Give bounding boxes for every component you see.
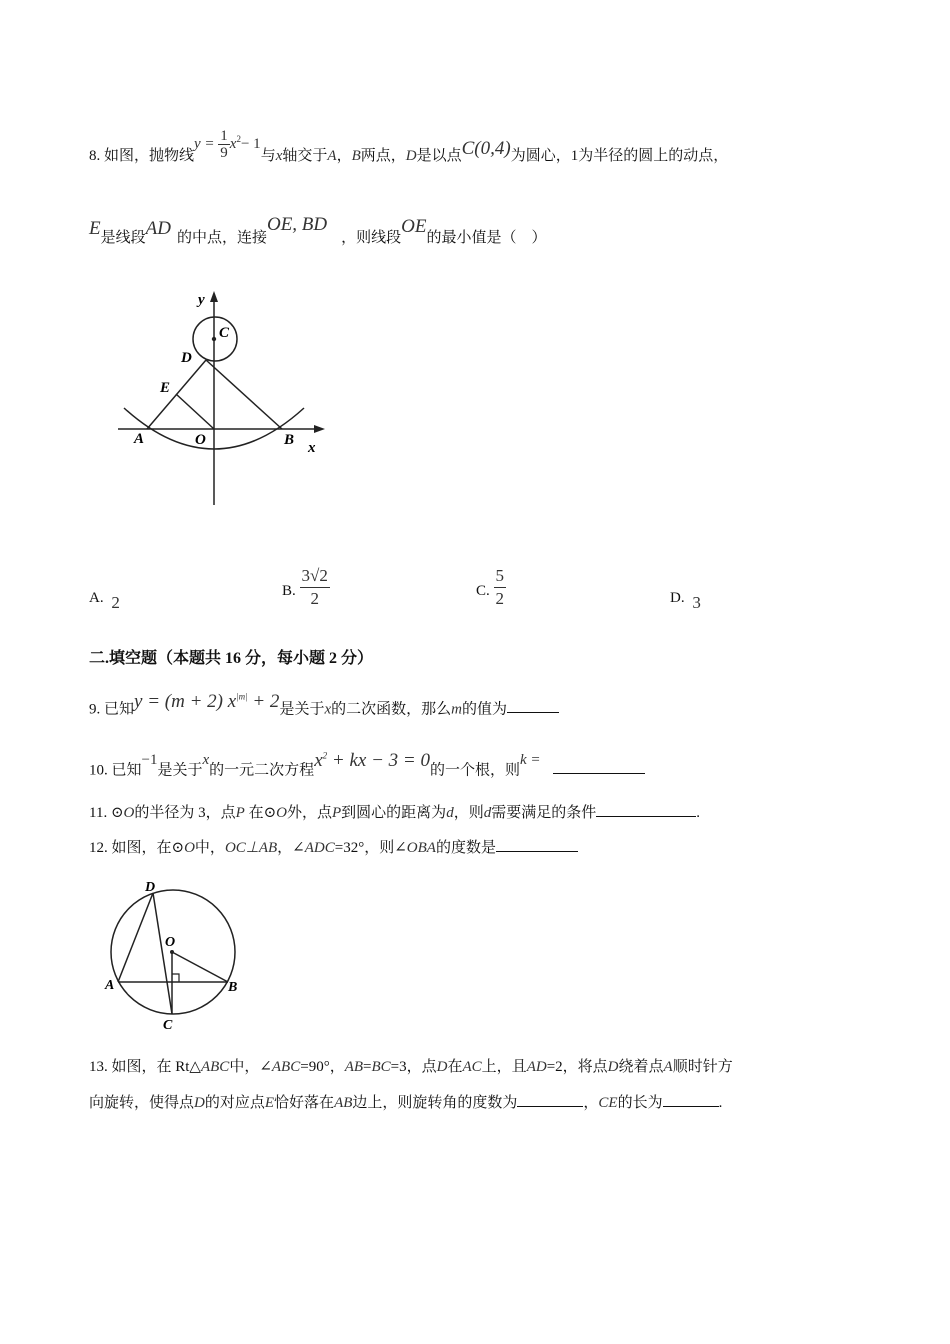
q8-comma: ， (336, 148, 352, 164)
q12-label-d: D (145, 880, 156, 895)
q13-text-7: 上，且 (481, 1059, 527, 1075)
q10-equation: $x^2$ + kx − 3 = 0 (314, 750, 430, 772)
q8-x-arrow-icon (314, 425, 325, 433)
q13-ac: AC (462, 1059, 482, 1075)
q8-segment-oe: OE (401, 216, 427, 237)
q8-center-dot (212, 337, 216, 341)
q12-number: 12. (89, 840, 108, 856)
q11-p-1: P (235, 805, 245, 821)
q8-y-arrow-icon (210, 291, 218, 302)
q8-segment-ad: AD (145, 218, 171, 239)
q13-l2-text-4: 边上，则旋转角的度数为 (352, 1095, 518, 1111)
q8-option-a (89, 587, 120, 612)
q13-triangle-abc: ABC (200, 1059, 230, 1075)
q8-l2-text-1: 是线段 (100, 230, 146, 246)
q8-option-a-value: 2 (111, 593, 120, 612)
q13-l2-ab: AB (334, 1095, 353, 1111)
q8-point-e: E (89, 218, 101, 239)
q10-answer-blank[interactable] (553, 759, 645, 774)
q10-text-1: 已知 (111, 762, 142, 779)
q8-var-x: x (275, 148, 283, 164)
q13-text-3: =90°， (300, 1059, 345, 1075)
q13-ad: AD (526, 1059, 547, 1075)
q9-line (89, 692, 559, 720)
q9-text-3: 的二次函数，那么 (331, 701, 452, 718)
q13-text-1: 如图，在 Rt△ (111, 1059, 201, 1075)
q12-label-o: O (165, 935, 176, 950)
q8-option-c-numerator: 5 (494, 565, 507, 588)
q12-right-angle-mark (172, 974, 179, 982)
q8-text-6: 为圆心，1为半径的圆上的动点， (510, 148, 729, 164)
q12-perpendicular: OC⊥AB (224, 840, 278, 856)
q13-line2 (89, 1092, 722, 1114)
q12-text-1: 如图，在⊙ (111, 840, 185, 856)
q8-option-b-denominator: 2 (310, 589, 319, 608)
q8-segment-oe-line (176, 394, 214, 429)
q12-center-dot (170, 950, 174, 954)
q12-label-c: C (163, 1018, 173, 1033)
q13-text-10: 顺时针方 (672, 1059, 733, 1075)
q13-text-8: =2，将点 (546, 1059, 608, 1075)
q8-l2-text-2: 的中点，连接 (176, 230, 267, 246)
q10-k-equals: k = (519, 752, 541, 769)
q8-label-a: A (134, 431, 145, 447)
q13-text-9: 绕着点 (618, 1059, 664, 1075)
q13-text-4: = (363, 1059, 372, 1075)
q13-l2-d: D (194, 1095, 205, 1111)
q11-text-7: 需要满足的条件 (491, 805, 597, 821)
q10-text-4: 的一个根，则 (429, 762, 520, 779)
q13-text-6: 在 (447, 1059, 463, 1075)
q13-angle-abc: ABC (271, 1059, 301, 1075)
q12-angle-oba: OBA (406, 840, 436, 856)
q11-p-2: P (332, 805, 342, 821)
q8-l2-text-3: ，则线段 (341, 230, 402, 246)
q8-label-o: O (195, 432, 206, 448)
q12-label-b: B (228, 980, 238, 995)
q12-answer-blank[interactable] (496, 837, 578, 852)
q10-text-3: 的一元二次方程 (209, 762, 315, 779)
q8-option-b-label: B. (282, 582, 296, 599)
q9-answer-blank[interactable] (507, 698, 559, 713)
q8-option-b (282, 565, 330, 610)
q13-text-2: 中，∠ (229, 1059, 272, 1075)
q8-label-e: E (160, 380, 171, 396)
q8-segment-bd-line (206, 360, 282, 429)
q11-answer-blank[interactable] (596, 802, 696, 817)
q8-number: 8. (89, 148, 101, 164)
q12-o: O (184, 840, 195, 856)
q11-end: . (696, 805, 700, 821)
q11-o-1: O (123, 805, 135, 821)
q9-var-x: x (324, 701, 332, 718)
q11-text-5: 到圆心的距离为 (341, 805, 447, 821)
q13-ab: AB (344, 1059, 364, 1075)
q13-line1 (89, 1056, 733, 1078)
q8-option-d (670, 587, 701, 612)
q8-label-x: x (308, 440, 316, 456)
q8-point-d: D (405, 148, 417, 164)
q8-line2 (89, 214, 547, 249)
q8-option-d-label: D. (670, 590, 685, 606)
q8-figure (110, 283, 340, 513)
q8-line1 (89, 128, 729, 173)
q8-segments-oe-bd: OE, BD (266, 214, 328, 235)
q13-l2-end: . (718, 1095, 723, 1111)
q8-label-y: y (198, 292, 205, 308)
q13-d-1: D (436, 1059, 448, 1075)
q10-number: 10. (89, 762, 108, 779)
q11-o-2: O (276, 805, 287, 821)
q12-line (89, 837, 578, 859)
q13-text-5: =3，点 (390, 1059, 437, 1075)
q11-line (89, 802, 700, 824)
q8-point-a: A (327, 148, 337, 164)
q13-l2-ce: CE (598, 1095, 618, 1111)
q13-a-1: A (663, 1059, 673, 1075)
q12-text-5: 的度数是 (435, 840, 496, 856)
q8-text-4: 两点， (360, 148, 406, 164)
q12-text-4: =32°，则∠ (334, 840, 407, 856)
q12-segment-ob (172, 952, 228, 982)
q13-d-2: D (607, 1059, 619, 1075)
q13-l2-text-2: 的对应点 (204, 1095, 265, 1111)
q11-number: 11. (89, 805, 108, 821)
q8-text-5: 是以点 (416, 148, 462, 164)
q8-center-c: C(0,4) (461, 138, 511, 159)
q11-text-1: ⊙ (110, 805, 124, 821)
q9-var-m: m (451, 701, 462, 718)
q8-label-d: D (181, 350, 192, 366)
q11-d-1: d (446, 805, 454, 821)
q13-bc: BC (371, 1059, 391, 1075)
q11-text-3: 在⊙ (248, 805, 277, 821)
q13-l2-text-1: 向旋转，使得点 (89, 1095, 195, 1111)
q12-segment-dc (153, 893, 172, 1014)
q10-text-2: 是关于 (157, 762, 203, 779)
q13-answer-blank-1[interactable] (517, 1092, 583, 1107)
q8-point-b: B (351, 148, 361, 164)
q11-text-4: 外，点 (286, 805, 332, 821)
q8-option-b-numerator: 3√2 (300, 565, 330, 588)
q8-parabola-equation: y = $\frac{1}{9}$ $x^2- 1$ (194, 128, 261, 162)
q13-l2-text-6: 的长为 (617, 1095, 663, 1111)
q13-l2-text-5: ， (583, 1095, 599, 1111)
q9-equation: y = (m + 2) $x^{|m|} + 2$ (134, 691, 280, 713)
q13-number: 13. (89, 1059, 108, 1075)
q12-label-a: A (105, 978, 115, 993)
q13-l2-text-3: 恰好落在 (274, 1095, 335, 1111)
q8-text-2: 与 (260, 148, 276, 164)
q10-root: −1 (141, 752, 158, 769)
q12-text-2: 中， (194, 840, 225, 856)
q8-option-a-label: A. (89, 590, 104, 606)
q9-text-1: 已知 (104, 701, 135, 718)
q8-label-c: C (219, 325, 230, 341)
q10-var-x: x (202, 752, 210, 769)
q8-option-c (476, 565, 506, 610)
q12-figure (100, 872, 250, 1037)
q8-text-3: 轴交于 (282, 148, 328, 164)
q12-segment-da (118, 893, 153, 982)
q8-label-b: B (284, 432, 295, 448)
q13-answer-blank-2[interactable] (663, 1092, 719, 1107)
q12-angle-adc: ADC (304, 840, 335, 856)
q8-text-1: 如图，抛物线 (104, 148, 195, 164)
q13-l2-e: E (264, 1095, 275, 1111)
q8-l2-text-4: 的最小值是（ ） (426, 230, 547, 246)
q11-d-2: d (483, 805, 492, 821)
q9-text-2: 是关于 (279, 701, 325, 718)
q8-option-d-value: 3 (692, 593, 701, 612)
q12-text-3: ，∠ (277, 840, 305, 856)
q8-option-c-denominator: 2 (495, 589, 505, 608)
q10-line (89, 750, 645, 781)
q11-text-6: ，则 (453, 805, 484, 821)
q11-text-2: 的半径为 3，点 (134, 805, 236, 821)
q9-number: 9. (89, 701, 101, 718)
section-2-title: 二.填空题（本题共 16 分，每小题 2 分） (89, 650, 374, 667)
q8-option-c-label: C. (476, 582, 490, 599)
q9-text-4: 的值为 (461, 701, 507, 718)
